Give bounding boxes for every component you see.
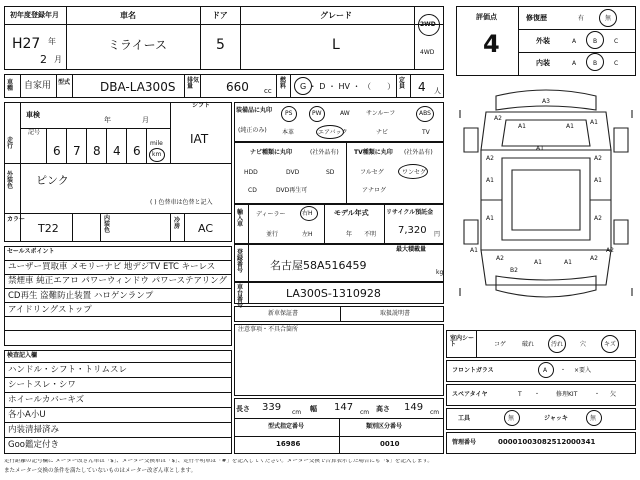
repair-label: 修復歴 xyxy=(526,14,547,22)
equipment-label: 装備品に丸印 xyxy=(236,107,273,114)
fuel-label: 燃料 xyxy=(280,77,287,90)
tools-box xyxy=(446,408,636,430)
color-code-label: カラー xyxy=(7,216,26,223)
unit-mile: mile xyxy=(150,140,163,147)
dmg-mark: A3 xyxy=(542,98,550,105)
capacity-label: 定員 xyxy=(399,77,406,90)
dmg-mark: A2 xyxy=(486,155,494,162)
score-value: 4 xyxy=(483,30,500,58)
aircon-value: AC xyxy=(198,222,214,235)
tools-label: 工具 xyxy=(458,415,471,422)
shift-value: IAT xyxy=(190,132,209,146)
mgmt-label: 管理番号 xyxy=(452,439,477,446)
recycle-value: 7,320 xyxy=(398,225,427,236)
aircon-label: 冷房 xyxy=(174,217,181,230)
digit-label: 記号 xyxy=(28,129,41,136)
door-label: ドア xyxy=(212,11,228,20)
car-outline-icon xyxy=(456,80,636,326)
glass-a: A xyxy=(543,367,548,374)
import-parallel: 並行 xyxy=(266,231,279,238)
reg-era: H27 xyxy=(12,36,41,52)
cc-unit: cc xyxy=(264,87,272,95)
navi-hdd: HDD xyxy=(244,169,258,176)
notes-label: 注意事項・不具合箇所 xyxy=(238,326,299,333)
class-label: 類別区分番号 xyxy=(366,423,403,430)
navi-sd: SD xyxy=(326,169,335,176)
inspection-line-5: 内装清掃済み xyxy=(8,425,60,435)
inspection-line-6: Goo鑑定付き xyxy=(8,440,59,450)
jack-label: ジャッキ xyxy=(544,415,568,422)
run-label: 走行 xyxy=(7,137,14,150)
inspection-line-4: 各小A小U xyxy=(8,410,46,420)
displacement-value: 660 xyxy=(226,80,249,94)
mgmt-value: 00001003082512000341 xyxy=(498,438,596,446)
reg-month: 2 xyxy=(40,53,47,66)
interior-sheet-label: 室内シート xyxy=(450,335,475,348)
use-type: 自家用 xyxy=(24,81,52,91)
sheet-ana: 穴 xyxy=(580,341,587,348)
height-unit: cm xyxy=(430,409,440,416)
year-unit: 年 xyxy=(48,37,56,46)
model-year-unit: 年 xyxy=(346,231,353,238)
exterior-color: ピンク xyxy=(36,174,69,187)
year-mark: 年 xyxy=(104,116,111,124)
eq-pw: PW xyxy=(312,110,322,117)
jack-value: 無 xyxy=(590,415,597,422)
drive-4wd: 4WD xyxy=(420,49,435,56)
dmg-mark: A1 xyxy=(536,145,544,152)
chassis-value: LA300S-1310928 xyxy=(286,287,381,300)
recycle-unit: 円 xyxy=(434,231,441,238)
shift-label: シフト xyxy=(192,102,211,109)
height-value: 149 xyxy=(404,402,424,413)
model-value: DBA-LA300S xyxy=(100,80,176,94)
sheet-yabure: 破れ xyxy=(522,341,535,348)
tv-label: TV種類に丸印 xyxy=(354,149,393,156)
navi-dvd-play: DVD再生可 xyxy=(276,187,308,194)
length-value: 339 xyxy=(262,402,282,413)
spare-t: T xyxy=(518,391,522,398)
dmg-mark: A2 xyxy=(494,115,502,122)
score-label: 評価点 xyxy=(476,13,497,21)
exterior-grade-label: 外装 xyxy=(536,37,550,45)
eq-leather: 本革 xyxy=(282,129,295,136)
recycle-label: リサイクル預託金 xyxy=(386,209,434,216)
navi-cd: CD xyxy=(248,187,257,194)
sheet-kizu: キズ xyxy=(604,341,616,348)
fuel-options: G ・ D ・ HV ・ （ ） xyxy=(300,82,396,91)
footer-line-2: またメーター交換の条件を満たしていないものはメーター改ざん車とします。 xyxy=(4,468,197,474)
eq-navi: ナビ xyxy=(376,129,389,136)
dmg-mark: A1 xyxy=(590,119,598,126)
warranty-box xyxy=(234,306,444,322)
model-year-unknown: 不明 xyxy=(364,231,377,238)
class-number: 0010 xyxy=(380,440,400,448)
dmg-mark: A1 xyxy=(518,123,526,130)
drive-2wd: 2WD xyxy=(420,21,436,28)
sales-line-1: ユーザー買取車 メモリーナビ 地デジTV ETC キーレス xyxy=(8,262,216,272)
month-unit: 月 xyxy=(54,55,62,64)
dmg-mark: A1 xyxy=(534,259,542,266)
length-unit: cm xyxy=(292,409,302,416)
width-label: 幅 xyxy=(310,405,317,413)
model-label: 型式 xyxy=(58,79,71,86)
width-value: 147 xyxy=(334,402,354,413)
month-mark: 月 xyxy=(142,116,149,124)
ext-a: A xyxy=(572,38,577,45)
tools-value: 無 xyxy=(508,415,515,422)
int-b: B xyxy=(593,60,598,67)
spare-kit: 修理KIT xyxy=(556,391,578,398)
sheet-yogore: 汚れ xyxy=(551,341,564,348)
tv-analog: アナログ xyxy=(362,187,387,194)
length-label: 長さ xyxy=(236,405,250,413)
mileage-digit-2: 7 xyxy=(73,144,81,158)
inspection-line-3: ホイールカバーキズ xyxy=(8,395,85,405)
import-label: 輸入車 xyxy=(237,209,244,228)
dmg-mark: A1 xyxy=(486,215,494,222)
mileage-digit-5: 6 xyxy=(133,144,141,158)
eq-sunroof: サンルーフ xyxy=(366,110,396,117)
mileage-digit-1: 6 xyxy=(53,144,61,158)
dmg-mark: A1 xyxy=(566,123,574,130)
sales-points-label: セールスポイント xyxy=(7,248,55,255)
spare-dot1: ・ xyxy=(534,391,541,398)
manual: 取扱説明書 xyxy=(380,310,411,317)
new-car-warranty: 新車保証書 xyxy=(268,310,299,317)
mileage-table xyxy=(4,102,232,242)
type-label: 型式指定番号 xyxy=(268,423,305,430)
spare-dot2: ・ xyxy=(594,391,601,398)
dmg-mark: A1 xyxy=(470,247,478,254)
dmg-mark: A2 xyxy=(496,255,504,262)
height-label: 高さ xyxy=(376,405,390,413)
eq-aw: AW xyxy=(340,110,350,117)
reg-year-label: 初年度登録年月 xyxy=(10,11,59,19)
inspection-line-1: ハンドル・シフト・トリムスレ xyxy=(8,365,128,375)
row2-use-tag: 車種 xyxy=(7,79,14,92)
tv-full: フルセグ xyxy=(360,169,384,176)
int-c: C xyxy=(614,60,619,67)
capacity-unit: 人 xyxy=(434,87,441,95)
ext-b: B xyxy=(593,38,598,45)
mileage-digit-4: 4 xyxy=(113,144,121,158)
car-diagram xyxy=(456,80,636,326)
navi-dvd: DVD xyxy=(286,169,300,176)
interior-color-label: 内装色 xyxy=(104,215,111,234)
tv-sub: (社外品有) xyxy=(404,149,433,156)
max-load-label: 最大積載量 xyxy=(396,246,427,253)
sales-line-3: CD再生 盗難防止装置 ハロゲンランプ xyxy=(8,291,154,301)
equipment-sub: (純正のみ) xyxy=(238,127,267,134)
spare-missing: 欠 xyxy=(610,391,617,398)
exterior-note: ( ) 色替車は色替と記入 xyxy=(150,199,213,206)
interior-grade-label: 内装 xyxy=(536,59,550,67)
eq-ps: PS xyxy=(285,110,293,117)
capacity-value: 4 xyxy=(418,80,426,94)
repair-yes: 有 xyxy=(578,15,585,22)
vehicle-label: 車検 xyxy=(26,111,40,119)
notes-box xyxy=(234,324,444,396)
mileage-digit-3: 8 xyxy=(93,144,101,158)
width-unit: cm xyxy=(360,409,370,416)
repair-no: 無 xyxy=(605,15,612,22)
unit-km: km xyxy=(152,151,162,158)
plate-number: 名古屋58A516459 xyxy=(270,259,367,272)
exterior-label: 外装色 xyxy=(7,171,14,190)
int-a: A xyxy=(572,60,577,67)
footer-line-1: 走行距離の記号欄に メーター改ざん車は「$」、メーター交換車は「$」、走行不明車は「#」を記入してください。メーター交換で合算表示した場合にも「$」を記入します。 xyxy=(4,459,433,464)
sales-line-4: アイドリングストップ xyxy=(8,305,92,315)
model-year-label: モデル年式 xyxy=(334,209,369,217)
dmg-mark: B2 xyxy=(510,267,518,274)
front-glass-label: フロントガラス xyxy=(452,367,494,374)
eq-abs: ABS xyxy=(419,110,431,117)
spare-label: スペアタイヤ xyxy=(452,391,488,398)
dmg-mark: A2 xyxy=(606,247,614,254)
dmg-mark: A1 xyxy=(564,259,572,266)
grade-value: L xyxy=(332,37,340,53)
chassis-label: 車台番号 xyxy=(237,284,244,309)
navi-label: ナビ種類に丸印 xyxy=(250,149,293,156)
grade-label: グレード xyxy=(320,11,352,20)
door-count: 5 xyxy=(216,37,225,53)
inspection-line-2: シートスレ・シワ xyxy=(8,380,76,390)
color-code: T22 xyxy=(38,222,59,235)
import-dealer: ディーラー xyxy=(256,211,286,218)
name-label: 車名 xyxy=(120,11,136,20)
tv-oneseg: ワンセグ xyxy=(402,169,427,176)
registration-label: 登録番号 xyxy=(237,249,244,274)
car-name: ミライース xyxy=(108,38,168,52)
sales-line-2: 禁煙車 純正エアロ パワーウィンドウ パワーステアリング xyxy=(8,276,227,286)
import-right: 右H xyxy=(302,210,313,217)
glass-replace: ×要入 xyxy=(574,367,592,374)
dmg-mark: A2 xyxy=(590,255,598,262)
dmg-mark: A2 xyxy=(594,155,602,162)
displacement-label: 排気量 xyxy=(187,77,200,90)
kg-unit: kg xyxy=(436,269,444,276)
dmg-mark: A2 xyxy=(594,215,602,222)
ext-c: C xyxy=(614,38,619,45)
eq-airbag: エアバック xyxy=(318,129,348,136)
glass-dot: ・ xyxy=(560,367,567,374)
dmg-mark: A1 xyxy=(594,177,602,184)
eq-tv: TV xyxy=(422,129,430,136)
navi-sub: (社外品有) xyxy=(310,149,339,156)
type-number: 16986 xyxy=(276,440,301,448)
inspection-label: 検査記入欄 xyxy=(7,352,38,359)
sheet-koge: コゲ xyxy=(494,341,507,348)
import-left: 左H xyxy=(302,231,313,238)
dmg-mark: A1 xyxy=(486,177,494,184)
